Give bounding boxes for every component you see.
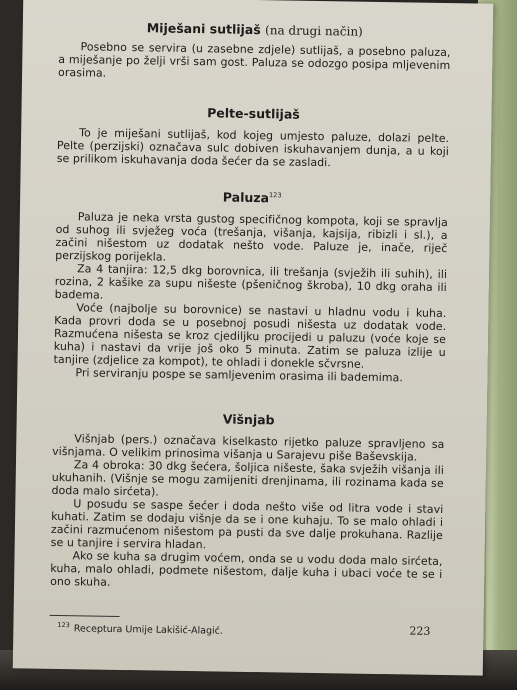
footnote-divider — [50, 615, 120, 617]
footnote-text: Receptura Umije Lakišić-Alagić. — [73, 623, 223, 637]
footnote-reference: 123 — [269, 191, 282, 200]
recipe-title-pelte: Pelte-sutlijaš — [207, 105, 300, 122]
page-number: 223 — [409, 624, 431, 638]
page-content — [50, 19, 451, 594]
paragraph: U posudu se saspe šećer i doda nešto više od litra vode i stavi kuhati. Zatim se dodaju višnje da se i one kuhaju. To se malo ohladi i začini razmućenom nišestom pa pusti da sve dalje prokuhana. Razlije se u tanjire i servira hladan. — [50, 497, 444, 552]
recipe-subtitle: (na drugi način) — [264, 23, 363, 39]
paragraph: To je miješani sutlijaš, kod kojeg umjesto paluze, dolazi pelte. Pelte (perzijski) označava sulc dobiven iskuhavanjem dunja, a u koji se prilikom iskuhavanja doda šećer da se zasladi. — [56, 126, 450, 170]
paragraph: Ako se kuha sa drugim voćem, onda se u vodu doda malo sirćeta, kuha, malo ohladi, podmete nišestom, dalje kuha i ubaci voće te se i ono skuha. — [50, 549, 443, 589]
paragraph: Pri serviranju pospe se samljevenim orasima ili bademima. — [75, 366, 404, 385]
paragraph: Za 4 tanjira: 12,5 dkg borovnica, ili trešanja (svježih ili suhih), ili rozina, 2 kašike za supu nišeste (pšeničnog škroba), 10 dkg oraha ili badema. — [54, 262, 448, 302]
footnote — [57, 621, 307, 638]
recipe-title-visnjab: Višnjab — [222, 411, 275, 428]
paragraph: Voće (najbolje su borovnice) se nastavi u hladnu vodu i kuha. Kada provri doda se u posebnoj posudi nišesta uz dodatak vode. Razmućena nišesta se kroz cjediljku procijedi u paluzu (voće koje se kuha) i nastavi da vrije još oko 5 minuta. Zatim se paluza izlije u tanjire (zdjelice za kompot), te ohladi i donekle sčvrsne. — [53, 301, 447, 371]
paragraph: Za 4 obroka: 30 dkg šećera, šoljica nišeste, šaka svježih višanja ili ukuhanih. (Višnje se mogu zamijeniti drenjinama, ili rozinama kada se doda malo sirćeta). — [51, 458, 445, 499]
recipe-title-text: Paluza — [222, 189, 270, 206]
recipe-title-text: Miješani sutlijaš — [146, 20, 261, 38]
paragraph: Posebno se servira (u zasebne zdjele) sutlijaš, a posebno paluza, a miješanje po želji vrši sam gost. Paluza se odozgo posipa mljevenim orasima. — [58, 40, 451, 80]
book-page — [13, 0, 493, 676]
footnote-number: 123 — [57, 620, 70, 630]
paragraph: Višnjab (pers.) označava kiselkasto rijetko paluze spravljeno sa višnjama. O velikim prinosima višanja u Sarajevu piše Baševskija. — [52, 432, 445, 464]
paragraph: Paluza je neka vrsta gustog specifičnog kompota, koji se spravlja od suhog ili svježeg voća (trešanja, višanja, kajsija, ribizli i sl.), a začini nišestom uz dodatak nešto vode. Paluze je, inače, riječ perzijskog porijekla. — [55, 210, 448, 264]
